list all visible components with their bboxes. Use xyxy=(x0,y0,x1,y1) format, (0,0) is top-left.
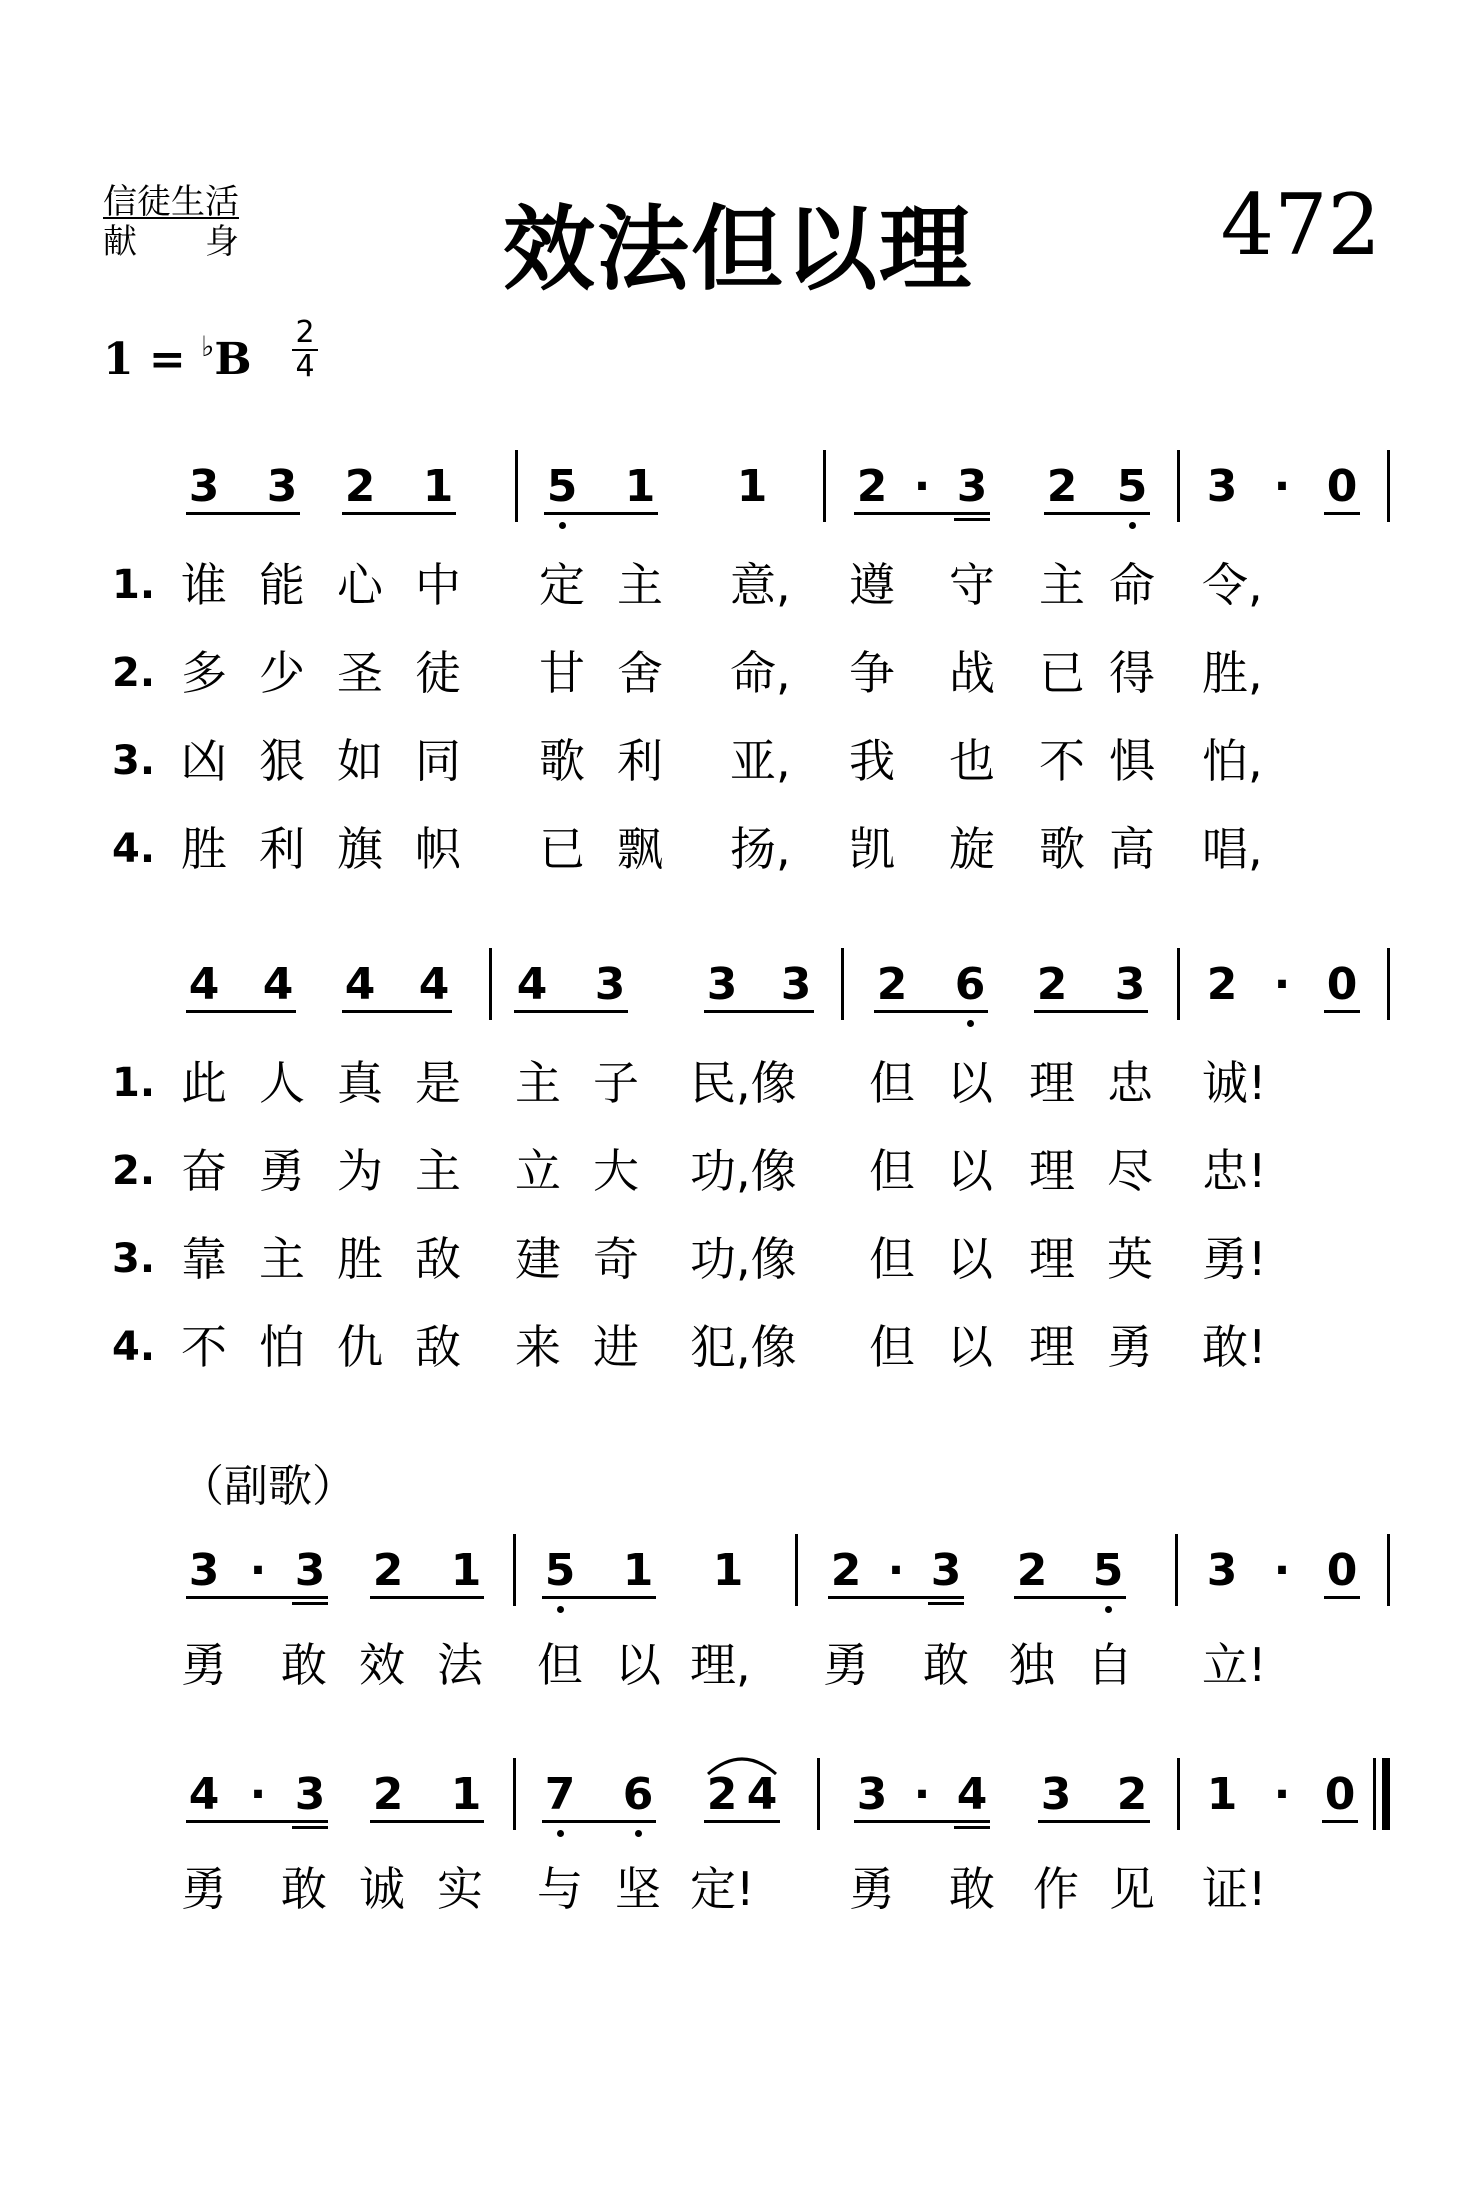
lyric: 命 xyxy=(1109,558,1155,612)
underline xyxy=(854,512,990,515)
barline xyxy=(1387,1534,1390,1606)
barline xyxy=(1177,948,1180,1020)
barline xyxy=(795,1534,798,1606)
lyric: 徒 xyxy=(415,646,461,700)
flat-symbol: ♭ xyxy=(201,330,215,363)
lyric: 理 xyxy=(1029,1056,1075,1110)
low-octave-dot xyxy=(557,1606,564,1613)
lyric: 飘 xyxy=(617,822,663,876)
note: · xyxy=(1273,461,1291,512)
lyric: 勇 xyxy=(181,1638,227,1692)
underline xyxy=(954,518,990,521)
underline xyxy=(292,1602,328,1605)
hymn-title: 效法但以理 xyxy=(502,196,973,303)
underline xyxy=(542,1596,656,1599)
lyric: 自 xyxy=(1087,1638,1133,1692)
lyric: 以 xyxy=(947,1144,993,1198)
lyric: 令, xyxy=(1202,558,1263,612)
note: 4 xyxy=(262,959,294,1010)
lyric: 理 xyxy=(1029,1232,1075,1286)
underline xyxy=(1034,1010,1148,1013)
lyric: 帜 xyxy=(415,822,461,876)
tie-arc xyxy=(704,1750,780,1776)
lyric: 敢! xyxy=(1202,1320,1267,1374)
lyric: 得 xyxy=(1109,646,1155,700)
lyric: 高 xyxy=(1109,822,1155,876)
underline xyxy=(514,1010,628,1013)
note: 4 xyxy=(418,959,450,1010)
underline xyxy=(342,512,456,515)
lyric: 建 xyxy=(515,1232,561,1286)
note: 1 xyxy=(450,1545,482,1596)
lyric: 我 xyxy=(849,734,895,788)
note: 2 xyxy=(706,1769,738,1820)
barline xyxy=(1177,450,1180,522)
note: 2 xyxy=(1036,959,1068,1010)
note: 0 xyxy=(1326,461,1358,512)
lyric: 主 xyxy=(1039,558,1085,612)
lyric: 凶 xyxy=(181,734,227,788)
underline xyxy=(186,1010,296,1013)
lyric: 主 xyxy=(617,558,663,612)
lyric: 效 xyxy=(359,1638,405,1692)
note: 4 xyxy=(188,1769,220,1820)
note: 3 xyxy=(294,1769,326,1820)
verse-number: 2. xyxy=(112,1148,156,1194)
note: 3 xyxy=(780,959,812,1010)
barline xyxy=(513,1758,516,1830)
low-octave-dot xyxy=(967,1020,974,1027)
underline xyxy=(1324,1010,1360,1013)
note: 0 xyxy=(1324,1769,1356,1820)
lyric: 不 xyxy=(181,1320,227,1374)
lyric: 定 xyxy=(539,558,585,612)
note: 4 xyxy=(344,959,376,1010)
refrain-label: （副歌） xyxy=(180,1461,356,1512)
lyric: 舍 xyxy=(617,646,663,700)
note: 4 xyxy=(516,959,548,1010)
note: 3 xyxy=(856,1769,888,1820)
underline xyxy=(954,1826,990,1829)
note: 3 xyxy=(706,959,738,1010)
note: 2 xyxy=(1016,1545,1048,1596)
key-tonic: B xyxy=(214,334,252,385)
note: · xyxy=(249,1769,267,1820)
note: 5 xyxy=(1092,1545,1124,1596)
lyric: 谁 xyxy=(181,558,227,612)
lyric: 同 xyxy=(415,734,461,788)
verse-number: 3. xyxy=(112,1236,156,1282)
lyric: 甘 xyxy=(539,646,585,700)
barline xyxy=(1387,948,1390,1020)
lyric: 惧 xyxy=(1109,734,1155,788)
lyric: 胜 xyxy=(181,822,227,876)
note: 4 xyxy=(956,1769,988,1820)
underline xyxy=(544,512,658,515)
final-barline-thick xyxy=(1382,1758,1390,1830)
note: 1 xyxy=(450,1769,482,1820)
underline xyxy=(1044,512,1150,515)
lyric: 仇 xyxy=(337,1320,383,1374)
lyric: 诚 xyxy=(359,1862,405,1916)
lyric: 功,像 xyxy=(690,1232,797,1286)
note: 2 xyxy=(830,1545,862,1596)
note: 5 xyxy=(544,1545,576,1596)
note: 3 xyxy=(930,1545,962,1596)
verse-number: 4. xyxy=(112,826,156,872)
note: 4 xyxy=(188,959,220,1010)
verse-number: 1. xyxy=(112,1060,156,1106)
low-octave-dot xyxy=(635,1830,642,1837)
note: 5 xyxy=(546,461,578,512)
verse-number: 1. xyxy=(112,562,156,608)
hymn-number: 472 xyxy=(1220,176,1381,274)
lyric: 但 xyxy=(869,1232,915,1286)
lyric: 狠 xyxy=(259,734,305,788)
note: 3 xyxy=(1114,959,1146,1010)
lyric: 意, xyxy=(730,558,791,612)
low-octave-dot xyxy=(1105,1606,1112,1613)
lyric: 歌 xyxy=(539,734,585,788)
lyric: 民,像 xyxy=(690,1056,797,1110)
category-main: 信徒生活 xyxy=(103,182,239,222)
lyric: 勇 xyxy=(259,1144,305,1198)
note: 7 xyxy=(544,1769,576,1820)
meter-bottom: 4 xyxy=(295,349,315,384)
lyric: 多 xyxy=(181,646,227,700)
note: 3 xyxy=(266,461,298,512)
key-prefix: 1 = xyxy=(103,334,202,385)
note: · xyxy=(1273,959,1291,1010)
lyric: 进 xyxy=(593,1320,639,1374)
note: 3 xyxy=(188,1545,220,1596)
note: 3 xyxy=(1040,1769,1072,1820)
note: 3 xyxy=(956,461,988,512)
note: 0 xyxy=(1326,959,1358,1010)
lyric: 胜, xyxy=(1202,646,1263,700)
note: 3 xyxy=(1206,1545,1238,1596)
note: 1 xyxy=(624,461,656,512)
note: 2 xyxy=(1206,959,1238,1010)
note: 1 xyxy=(712,1545,744,1596)
underline xyxy=(854,1820,990,1823)
lyric: 守 xyxy=(949,558,995,612)
lyric: 圣 xyxy=(337,646,383,700)
underline xyxy=(1324,1596,1360,1599)
key-signature xyxy=(103,330,252,385)
barline xyxy=(817,1758,820,1830)
lyric: 心 xyxy=(337,558,383,612)
note: 1 xyxy=(736,461,768,512)
low-octave-dot xyxy=(557,1830,564,1837)
lyric: 亚, xyxy=(730,734,791,788)
note: · xyxy=(1273,1545,1291,1596)
lyric: 忠! xyxy=(1202,1144,1267,1198)
note: 6 xyxy=(954,959,986,1010)
lyric: 法 xyxy=(437,1638,483,1692)
time-signature xyxy=(290,315,320,384)
note: 2 xyxy=(1116,1769,1148,1820)
note: 1 xyxy=(622,1545,654,1596)
lyric: 敢 xyxy=(923,1638,969,1692)
lyric: 敢 xyxy=(949,1862,995,1916)
barline xyxy=(823,450,826,522)
barline xyxy=(1177,1758,1180,1830)
lyric: 旗 xyxy=(337,822,383,876)
lyric: 中 xyxy=(415,558,461,612)
lyric: 大 xyxy=(593,1144,639,1198)
lyric: 不 xyxy=(1039,734,1085,788)
lyric: 忠 xyxy=(1107,1056,1153,1110)
barline xyxy=(1387,450,1390,522)
note: · xyxy=(249,1545,267,1596)
lyric: 主 xyxy=(259,1232,305,1286)
note: 2 xyxy=(1046,461,1078,512)
lyric: 怕, xyxy=(1202,734,1263,788)
lyric: 奋 xyxy=(181,1144,227,1198)
lyric: 坚 xyxy=(615,1862,661,1916)
note: 2 xyxy=(344,461,376,512)
underline xyxy=(370,1596,484,1599)
note: 0 xyxy=(1326,1545,1358,1596)
meter-top: 2 xyxy=(295,315,315,350)
lyric: 已 xyxy=(539,822,585,876)
barline xyxy=(489,948,492,1020)
lyric: 命, xyxy=(730,646,791,700)
lyric: 敌 xyxy=(415,1232,461,1286)
lyric: 独 xyxy=(1009,1638,1055,1692)
verse-number: 4. xyxy=(112,1324,156,1370)
lyric: 证! xyxy=(1202,1862,1267,1916)
lyric: 但 xyxy=(537,1638,583,1692)
lyric: 以 xyxy=(947,1232,993,1286)
verse-number: 2. xyxy=(112,650,156,696)
lyric: 此 xyxy=(181,1056,227,1110)
lyric: 诚! xyxy=(1202,1056,1267,1110)
lyric: 与 xyxy=(537,1862,583,1916)
note: 3 xyxy=(188,461,220,512)
underline xyxy=(928,1602,964,1605)
lyric: 作 xyxy=(1033,1862,1079,1916)
lyric: 但 xyxy=(869,1144,915,1198)
lyric: 少 xyxy=(259,646,305,700)
lyric: 来 xyxy=(515,1320,561,1374)
low-octave-dot xyxy=(1129,522,1136,529)
lyric: 是 xyxy=(415,1056,461,1110)
underline xyxy=(828,1596,964,1599)
lyric: 定! xyxy=(690,1862,755,1916)
lyric: 子 xyxy=(593,1056,639,1110)
lyric: 争 xyxy=(849,646,895,700)
note: 1 xyxy=(1206,1769,1238,1820)
lyric: 勇 xyxy=(1107,1320,1153,1374)
lyric: 敢 xyxy=(281,1638,327,1692)
lyric: 见 xyxy=(1109,1862,1155,1916)
final-barline-thin xyxy=(1373,1758,1376,1830)
note: 5 xyxy=(1116,461,1148,512)
underline xyxy=(542,1820,656,1823)
lyric: 能 xyxy=(259,558,305,612)
barline xyxy=(513,1534,516,1606)
note: · xyxy=(913,461,931,512)
note: 6 xyxy=(622,1769,654,1820)
lyric: 勇! xyxy=(1202,1232,1267,1286)
lyric: 主 xyxy=(515,1056,561,1110)
note: 3 xyxy=(294,1545,326,1596)
lyric: 遵 xyxy=(849,558,895,612)
lyric: 奇 xyxy=(593,1232,639,1286)
lyric: 怕 xyxy=(259,1320,305,1374)
lyric: 勇 xyxy=(181,1862,227,1916)
verse-number: 3. xyxy=(112,738,156,784)
underline xyxy=(704,1010,814,1013)
lyric: 立 xyxy=(515,1144,561,1198)
category-sub: 献 身 xyxy=(103,222,239,262)
barline xyxy=(515,450,518,522)
lyric: 理 xyxy=(1029,1320,1075,1374)
lyric: 人 xyxy=(259,1056,305,1110)
lyric: 功,像 xyxy=(690,1144,797,1198)
lyric: 凯 xyxy=(849,822,895,876)
lyric: 英 xyxy=(1107,1232,1153,1286)
underline xyxy=(186,1820,328,1823)
underline xyxy=(186,1596,328,1599)
lyric: 也 xyxy=(949,734,995,788)
lyric: 战 xyxy=(949,646,995,700)
lyric: 歌 xyxy=(1039,822,1085,876)
underline xyxy=(1014,1596,1126,1599)
underline xyxy=(342,1010,452,1013)
lyric: 敢 xyxy=(281,1862,327,1916)
lyric: 唱, xyxy=(1202,822,1263,876)
note: · xyxy=(887,1545,905,1596)
lyric: 敌 xyxy=(415,1320,461,1374)
underline xyxy=(1322,1820,1358,1823)
underline xyxy=(1324,512,1360,515)
lyric: 靠 xyxy=(181,1232,227,1286)
underline xyxy=(292,1826,328,1829)
note: 3 xyxy=(594,959,626,1010)
note: · xyxy=(913,1769,931,1820)
lyric: 理, xyxy=(690,1638,751,1692)
underline xyxy=(874,1010,988,1013)
underline xyxy=(704,1820,780,1823)
lyric: 理 xyxy=(1029,1144,1075,1198)
lyric: 实 xyxy=(437,1862,483,1916)
lyric: 利 xyxy=(617,734,663,788)
note: · xyxy=(1273,1769,1291,1820)
lyric: 扬, xyxy=(730,822,791,876)
lyric: 以 xyxy=(947,1320,993,1374)
note: 2 xyxy=(876,959,908,1010)
underline xyxy=(186,512,300,515)
lyric: 但 xyxy=(869,1056,915,1110)
lyric: 勇 xyxy=(823,1638,869,1692)
lyric: 利 xyxy=(259,822,305,876)
barline xyxy=(841,948,844,1020)
lyric: 已 xyxy=(1039,646,1085,700)
low-octave-dot xyxy=(559,522,566,529)
note: 1 xyxy=(422,461,454,512)
lyric: 真 xyxy=(337,1056,383,1110)
note: 3 xyxy=(1206,461,1238,512)
lyric: 为 xyxy=(337,1144,383,1198)
lyric: 但 xyxy=(869,1320,915,1374)
lyric: 旋 xyxy=(949,822,995,876)
lyric: 胜 xyxy=(337,1232,383,1286)
lyric: 如 xyxy=(337,734,383,788)
lyric: 勇 xyxy=(849,1862,895,1916)
lyric: 主 xyxy=(415,1144,461,1198)
note: 2 xyxy=(372,1769,404,1820)
lyric: 以 xyxy=(947,1056,993,1110)
barline xyxy=(1175,1534,1178,1606)
note: 4 xyxy=(746,1769,778,1820)
lyric: 犯,像 xyxy=(690,1320,797,1374)
lyric: 立! xyxy=(1202,1638,1267,1692)
note: 2 xyxy=(856,461,888,512)
underline xyxy=(1038,1820,1150,1823)
lyric: 尽 xyxy=(1107,1144,1153,1198)
underline xyxy=(370,1820,484,1823)
note: 2 xyxy=(372,1545,404,1596)
lyric: 以 xyxy=(615,1638,661,1692)
